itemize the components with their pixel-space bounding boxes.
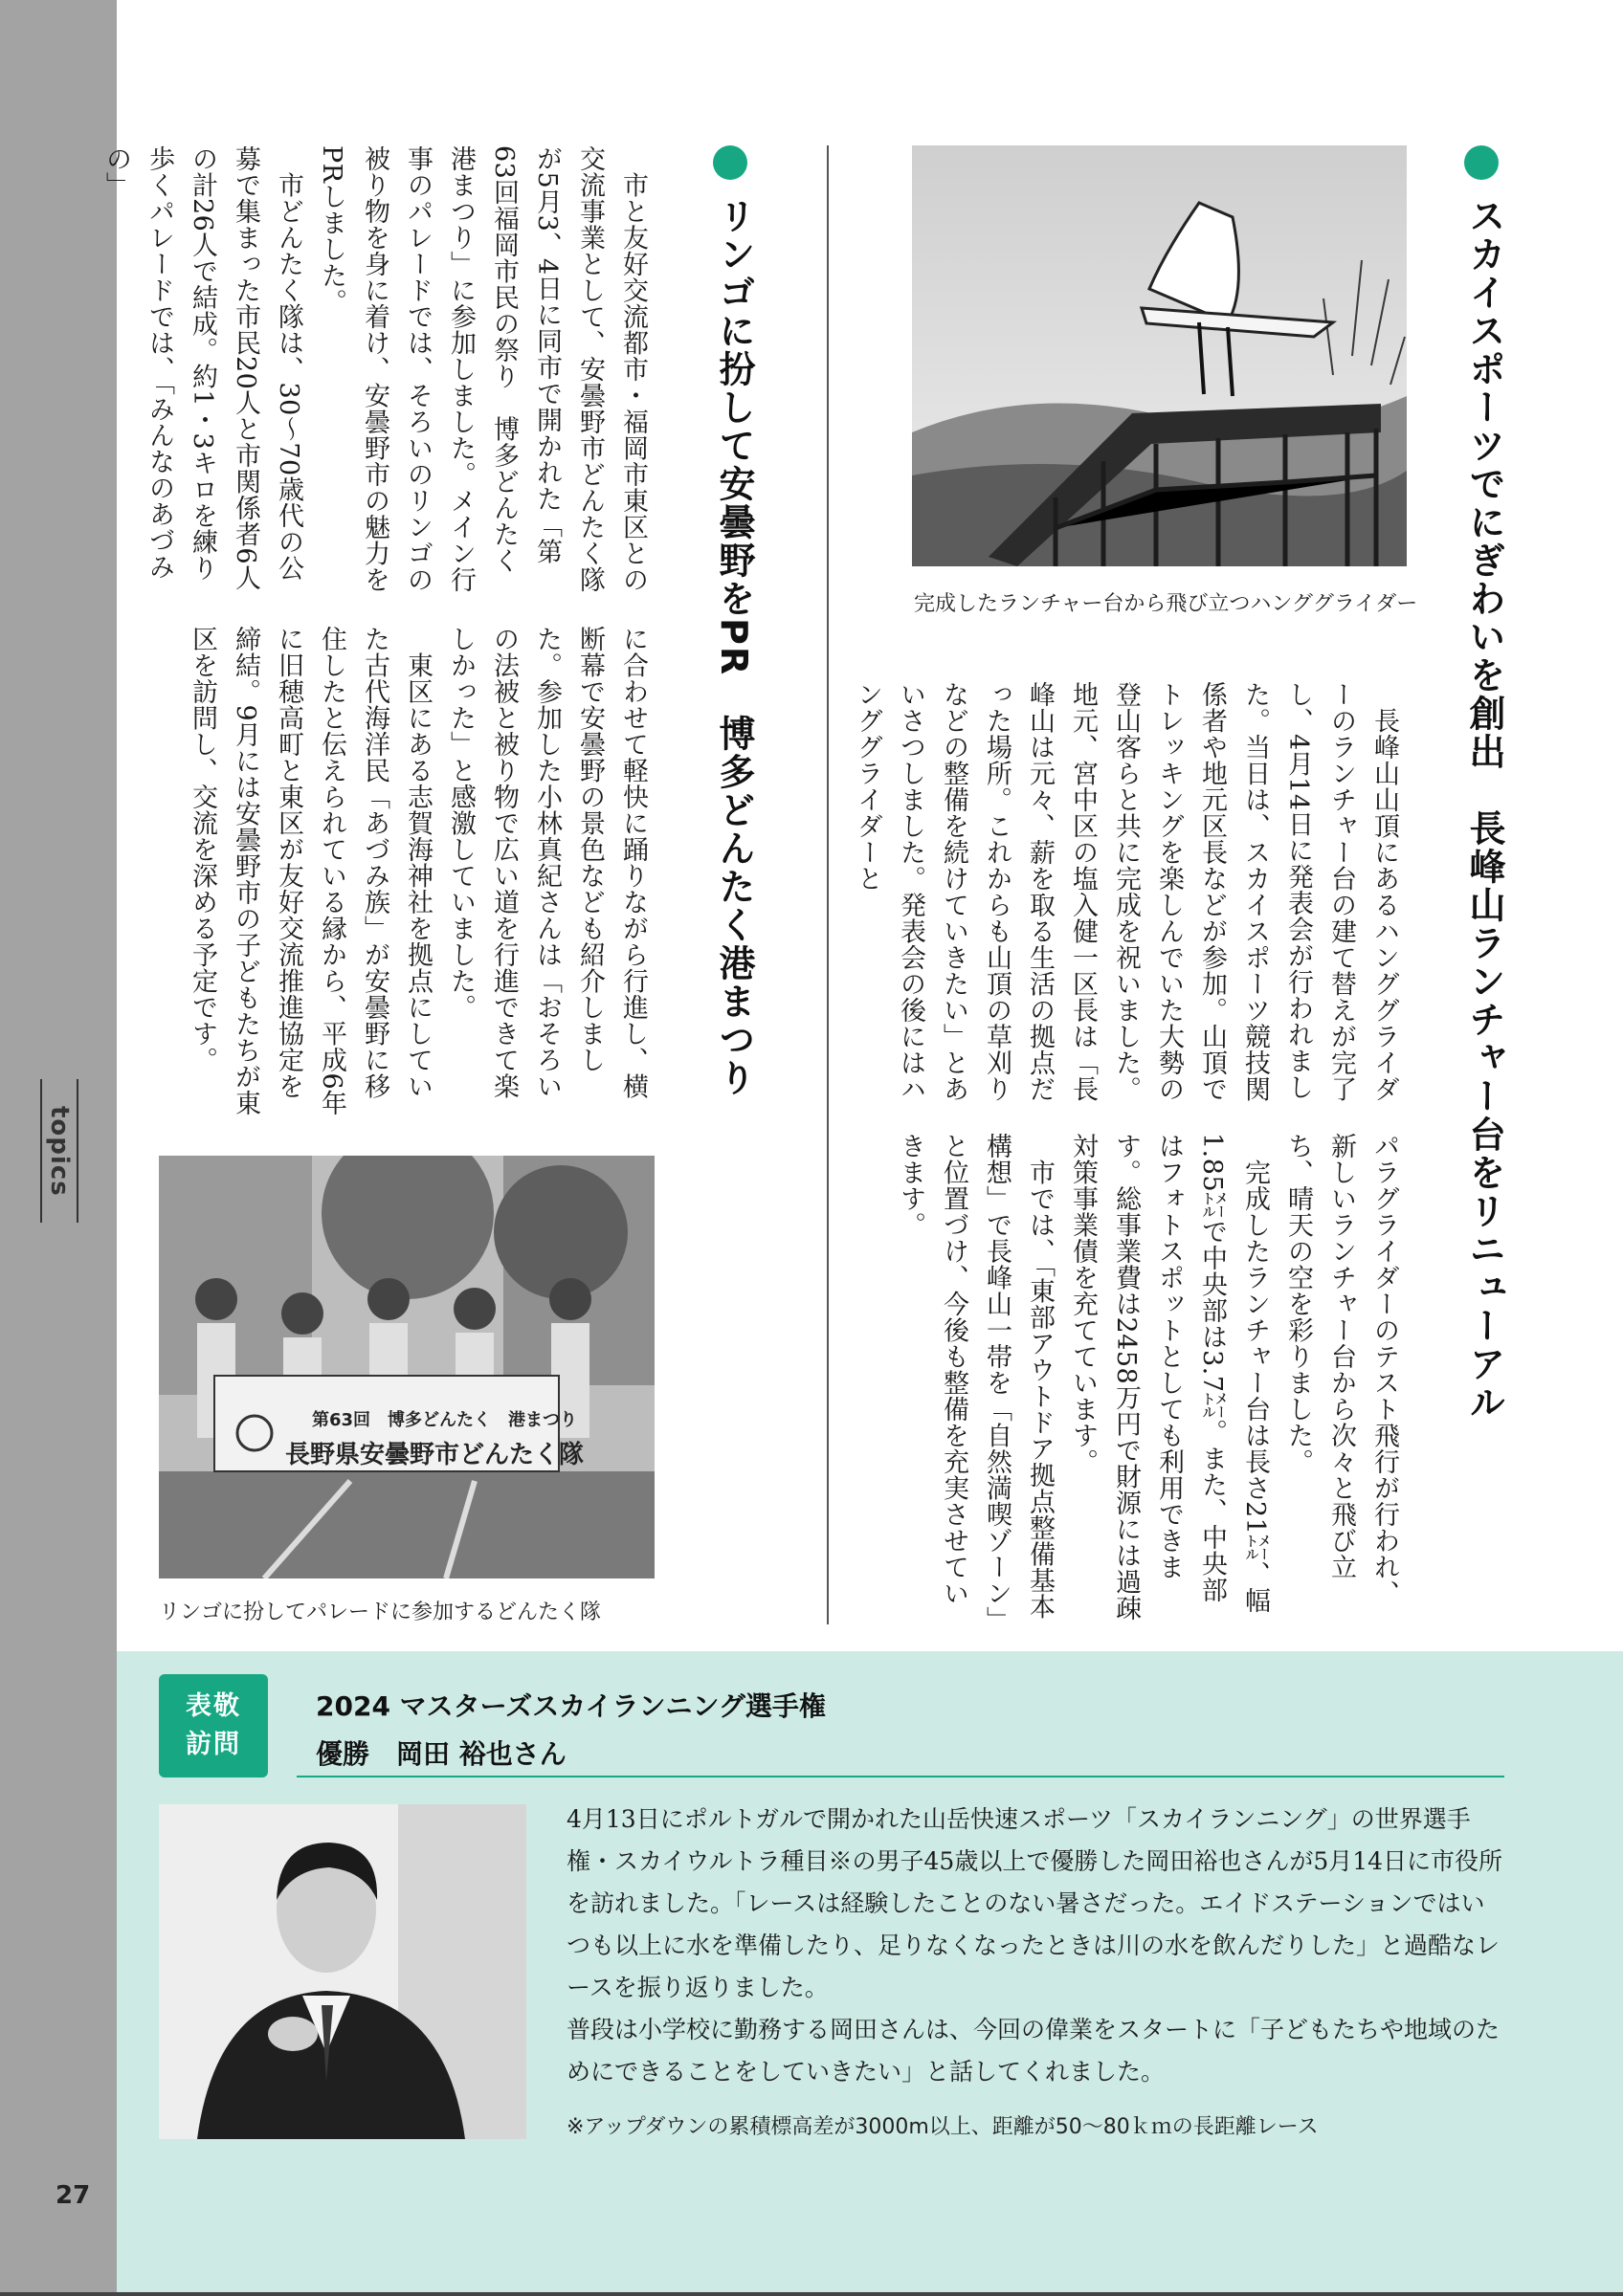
parade-photo	[159, 1156, 655, 1578]
article-bullet-icon	[713, 145, 747, 180]
badge-line1: 表敬	[186, 1691, 241, 1721]
hang-glider-photo	[912, 145, 1407, 566]
parade-banner-small: 第63回 博多どんたく 港まつり	[312, 1410, 578, 1430]
section-label: topics	[40, 1079, 78, 1223]
honor-visit-paragraph-1: 4月13日にポルトガルで開かれた山岳快速スポーツ「スカイランニング」の世界選手権・スカイウルトラ種目※の男子45歳以上で優勝した岡田裕也さんが5月14日に市役所を訪れました。「レースは経験したことのない暑さだった。エイドステーションではいつも以上に水を準備したり、足りなくなったときは川の水を飲んだりした」と過酷なレースを振り返りました。	[567, 1805, 1503, 2001]
article-sky-title: スカイスポーツでにぎわいを創出 長峰山ランチャー台をリニューアル	[1463, 197, 1505, 1422]
honor-visit-body	[567, 1799, 1504, 2093]
honor-visit-subtitle: 優勝 岡田 裕也さん	[316, 1738, 567, 1770]
parade-caption: リンゴに扮してパレードに参加するどんたく隊	[159, 1601, 602, 1624]
article-ringo-col1: 市と友好交流都市・福岡市東区との交流事業として、安曇野市どんたく隊が5月3、4日に同市で開かれた「第63回福岡市民の祭り 博多どんたく港まつり」に参加しました。メイン行事のパレードでは、そろいのリンゴの被り物を身に着け、安曇野市の魅力をPRしました。 市どんたく隊は、30～70歳代の公募で集まった市民20人と市関係者6人の計26人で結成。約1・3キロを練り歩くパレードでは、「みんなのあづみの」	[101, 145, 648, 593]
article-sky-col2: パラグライダーのテスト飛行が行われ、新しいランチャー台から次々と飛び立ち、晴天の空を彩りました。 完成したランチャー台は長さ21㍍、幅1.85㍍で中央部は3.7㍍。また、中央部はフォトスポットとしても利用できます。総事業費は2458万円で財源には過疎対策事業債を充てています。 市では、「東部アウトドア拠点整備基本構想」で長峰山一帯を「自然満喫ゾーン」と位置づけ、今後も整備を充実させていきます。	[896, 1133, 1399, 1622]
honor-visit-badge	[159, 1674, 268, 1777]
page-number: 27	[56, 2181, 91, 2210]
article-sky-col1: 長峰山山頂にあるハンググライダーのランチャー台の建て替えが完了し、4月14日に発表会が行われました。当日は、スカイスポーツ競技関係者や地元区長などが参加。山頂でトレッキングを楽しんでいた大勢の登山客らと共に完成を祝いました。地元、宮中区の塩入健一区長は「長峰山は元々、薪を取る生活の拠点だった場所。これからも山頂の草刈りなどの整備を続けていきたい」とあいさつしました。発表会の後にはハンググライダーと	[853, 681, 1399, 1102]
portrait-illustration	[159, 1804, 526, 2139]
honor-visit-footnote: ※アップダウンの累積標高差が3000m以上、距離が50～80ｋｍの長距離レース	[567, 2115, 1319, 2139]
parade-illustration	[159, 1156, 655, 1578]
badge-line2: 訪問	[186, 1730, 241, 1759]
bottom-rule	[0, 2292, 1623, 2296]
column-divider	[827, 145, 829, 1624]
article-bullet-icon	[1464, 145, 1499, 180]
hang-glider-illustration	[912, 145, 1407, 566]
hang-glider-caption: 完成したランチャー台から飛び立つハンググライダー	[914, 592, 1418, 616]
honor-visit-rule	[297, 1776, 1504, 1777]
article-ringo-title: リンゴに扮して安曇野をPR 博多どんたく港まつり	[713, 197, 755, 1098]
honor-visit-title: 2024 マスターズスカイランニング選手権	[316, 1690, 826, 1722]
honor-visit-paragraph-2: 普段は小学校に勤務する岡田さんは、今回の偉業をスタートに「子どもたちや地域のためにできることをしていきたい」と話してくれました。	[567, 2016, 1501, 2086]
portrait-photo	[159, 1804, 526, 2139]
parade-banner-large: 長野県安曇野市どんたく隊	[285, 1441, 585, 1469]
article-ringo-col2: に合わせて軽快に踊りながら行進し、横断幕で安曇野の景色なども紹介しました。参加した小林真紀さんは「おそろいの法被と被り物で広い道を行進できて楽しかった」と感激していました。 東区にある志賀海神社を拠点にしていた古代海洋民「あづみ族」が安曇野に移住したと伝えられている縁から、平成6年に旧穂高町と東区が友好交流推進協定を締結。9月には安曇野市の子どもたちが東区を訪問し、交流を深める予定です。	[188, 626, 648, 1116]
